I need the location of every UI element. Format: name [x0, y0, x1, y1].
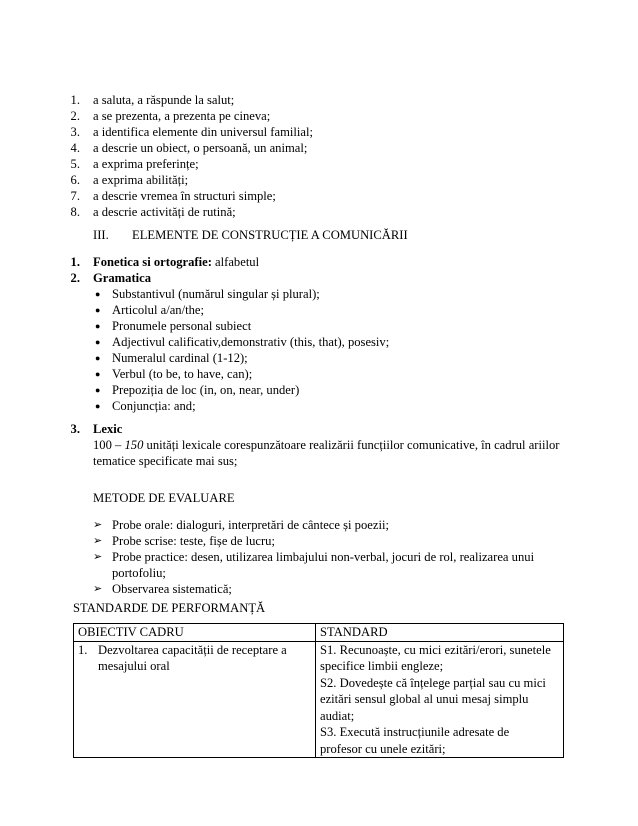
list-item-continuation: portofoliu; [112, 566, 166, 580]
standard-line: S2. Dovedește că înțelege parțial sau cu mici [320, 675, 546, 690]
list-item: a identifica elemente din universul familial; [93, 125, 313, 139]
lexic-range-start: 100 – [93, 438, 125, 452]
table-cell-standard [316, 641, 564, 758]
bullet-icon: ● [95, 321, 101, 331]
list-item: a exprima preferințe; [93, 157, 199, 171]
fonetica-label: Fonetica si ortografie: [93, 255, 212, 269]
fonetica-text: alfabetul [211, 255, 260, 269]
lexic-text: unități lexicale corespunzătoare realizării funcțiilor comunicative, în cadrul ariilor [143, 438, 560, 452]
list-item: Verbul (to be, to have, can); [112, 367, 253, 381]
section-heading: ELEMENTE DE CONSTRUCȚIE A COMUNICĂRII [132, 228, 408, 242]
list-number: 2. [70, 271, 80, 285]
lexic-range-end: 150 [124, 438, 144, 452]
list-item: Probe practice: desen, utilizarea limbajului non-verbal, jocuri de rol, realizarea unui [112, 550, 535, 564]
list-number: 1. [70, 255, 80, 269]
section-heading: METODE DE EVALUARE [93, 491, 235, 505]
list-item: a descrie vremea în structuri simple; [93, 189, 276, 203]
bullet-icon: ● [95, 385, 101, 395]
standards-table [73, 623, 564, 758]
list-item: Articolul a/an/the; [112, 303, 204, 317]
gramatica-label: Gramatica [93, 271, 152, 285]
bullet-icon: ● [95, 353, 101, 363]
list-item: Substantivul (numărul singular și plural); [112, 287, 320, 301]
standard-line: specifice limbii engleze; [320, 659, 444, 673]
list-number: 6. [70, 173, 80, 187]
standard-line: profesor cu unele ezitări; [320, 741, 446, 756]
arrow-bullet-icon: ➢ [93, 535, 103, 547]
list-number: 7. [70, 189, 80, 203]
section-number: III. [93, 228, 109, 242]
table-header-cell: STANDARD [316, 624, 564, 642]
objective-number: 1. [78, 642, 88, 657]
list-item: a descrie activități de rutină; [93, 205, 236, 219]
list-item: Conjuncția: and; [112, 399, 196, 413]
bullet-icon: ● [95, 337, 101, 347]
list-item: Adjectivul calificativ,demonstrativ (this, that), posesiv; [112, 335, 390, 349]
list-number: 8. [70, 205, 80, 219]
table-header-cell: OBIECTIV CADRU [74, 624, 316, 642]
list-item: Prepoziția de loc (in, on, near, under) [112, 383, 300, 397]
standard-line: S3. Execută instrucțiunile adresate de [320, 725, 510, 739]
list-number: 1. [70, 93, 80, 107]
list-number: 4. [70, 141, 80, 155]
standard-line: S1. Recunoaște, cu mici ezitări/erori, sunetele [320, 642, 551, 657]
bullet-icon: ● [95, 401, 101, 411]
section-heading: STANDARDE DE PERFORMANȚĂ [73, 601, 266, 615]
table-header-row [74, 624, 564, 642]
list-number: 2. [70, 109, 80, 123]
lexic-label: Lexic [93, 422, 123, 436]
table-cell-objective [74, 641, 316, 758]
fonetica-line [93, 255, 259, 270]
objective-line: mesajului oral [98, 659, 170, 673]
bullet-icon: ● [95, 289, 101, 299]
list-number: 5. [70, 157, 80, 171]
list-item: Probe scrise: teste, fișe de lucru; [112, 534, 275, 548]
arrow-bullet-icon: ➢ [93, 551, 103, 563]
arrow-bullet-icon: ➢ [93, 583, 103, 595]
table-row [74, 641, 564, 758]
list-item: Pronumele personal subiect [112, 319, 252, 333]
arrow-bullet-icon: ➢ [93, 519, 103, 531]
list-item: Observarea sistematică; [112, 582, 232, 596]
list-item: a saluta, a răspunde la salut; [93, 93, 235, 107]
bullet-icon: ● [95, 369, 101, 379]
list-number: 3. [70, 125, 80, 139]
bullet-icon: ● [95, 305, 101, 315]
list-item: a descrie un obiect, o persoană, un animal; [93, 141, 308, 155]
lexic-line-2: tematice specificate mai sus; [93, 454, 238, 468]
list-number: 3. [70, 422, 80, 436]
list-item: Numeralul cardinal (1-12); [112, 351, 248, 365]
standard-line: ezitări sensul global al unui mesaj simplu [320, 692, 529, 706]
list-item: a se prezenta, a prezenta pe cineva; [93, 109, 271, 123]
lexic-line-1 [93, 438, 559, 453]
list-item: Probe orale: dialoguri, interpretări de cântece și poezii; [112, 518, 389, 532]
standard-line: audiat; [320, 708, 355, 723]
list-item: a exprima abilități; [93, 173, 189, 187]
objective-line: Dezvoltarea capacității de receptare a [98, 642, 287, 657]
